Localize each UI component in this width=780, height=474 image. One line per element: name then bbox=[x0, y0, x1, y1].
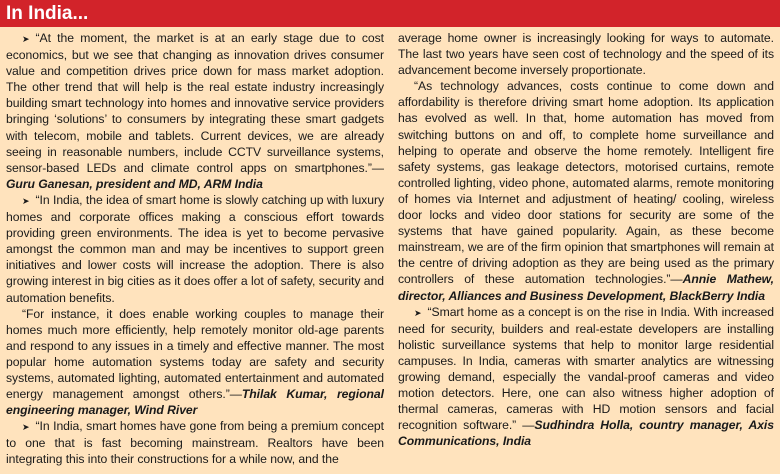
quote-paragraph bbox=[398, 78, 774, 303]
arrow-bullet-icon: ➤ bbox=[22, 422, 30, 433]
quote-text: average home owner is increasingly looking for ways to automate. The last two years have seen cost of technology and the speed of its advancement become inversely proportionate. bbox=[398, 31, 774, 78]
article-column-left bbox=[6, 30, 384, 472]
page-title: In India... bbox=[6, 3, 89, 24]
quote-attribution: Annie Mathew, director, Alliances and Business Development, BlackBerry India bbox=[398, 272, 774, 303]
quote-paragraph bbox=[6, 192, 384, 306]
quote-paragraph bbox=[6, 418, 384, 467]
arrow-bullet-icon: ➤ bbox=[22, 195, 30, 206]
quote-attribution: Sudhindra Holla, country manager, Axis Communications, India bbox=[398, 418, 774, 449]
quote-paragraph bbox=[398, 304, 774, 450]
quote-text: “For instance, it does enable working couples to manage their homes much more efficiently, help remotely monitor old-age parents and respond to any issues in a timely and effective manner. The most popular home automation systems today are safety and security systems, automated lighting, automated entertainment and automated energy management amongst others.”— bbox=[6, 306, 384, 402]
quote-paragraph bbox=[398, 30, 774, 78]
arrow-bullet-icon: ➤ bbox=[414, 307, 422, 318]
quote-text: “In India, smart homes have gone from being a premium concept to one that is fast becoming mainstream. Realtors have been integrating this into their constructions for a while now, and the bbox=[6, 419, 384, 467]
quote-text: “In India, the idea of smart home is slowly catching up with luxury homes and corporate offices making a conscious effort towards providing green environments. The idea is yet to become pervasive amongst the common man and may be incentives to support green initiatives and lower costs will increase the adoption. There is also growing interest in big cities as it does offer a lot of safety, security and automation benefits. bbox=[6, 192, 384, 305]
quote-text: “At the moment, the market is at an early stage due to cost economics, but we see that changing as innovation drives consumer value and competition drives price down for mass market adoption. The other trend that will help is the real estate industry increasingly building smart technology into homes and innovative service providers bringing ‘solutions’ to consumers by integrating these smart gadgets with telecom, mobile and tablets. Current devices, we are already seeing in reasonable numbers, include CCTV surveillance systems, sensor-based LEDs and climate control apps on smartphones.”— bbox=[6, 31, 384, 175]
quote-text: “Smart home as a concept is on the rise in India. With increased need for security, builders and real-estate developers are installing holistic surveillance systems that help to monitor large residential campuses. In India, cameras with smarter analytics are witnessing growing demand, especially the vandal-proof cameras and video motion detectors. Here, one can also witness higher adoption of thermal cameras, cameras with HD motion sensors and facial recognition software.” — bbox=[398, 304, 774, 433]
header-bar bbox=[0, 0, 780, 27]
quote-text: “As technology advances, costs continue to come down and affordability is therefore driving smart home adoption. Its application has evolved as well. In that, home automation has moved from switching buttons on and off, to complete home surveillance and helping to operate and observe the home remotely. Intelligent fire safety systems, gas leakage detectors, motorised curtains, remote controlled lighting, video phone, automated alarms, remote monitoring of homes via Internet and adjustment of heating/ cooling, wireless door locks and video door stations for security are some of the systems that have gained popularity. Again, as these become mainstream, we are of the firm opinion that smartphones will remain at the centre of driving adoption as they are being used as the primary controllers of these automation technologies.”— bbox=[398, 79, 774, 287]
article-column-right bbox=[398, 30, 774, 472]
quote-attribution: Guru Ganesan, president and MD, ARM India bbox=[6, 176, 263, 191]
quote-paragraph bbox=[6, 306, 384, 419]
quote-attribution: Thilak Kumar, regional engineering manager, Wind River bbox=[6, 387, 384, 418]
quote-paragraph bbox=[6, 30, 384, 192]
arrow-bullet-icon: ➤ bbox=[22, 34, 30, 44]
